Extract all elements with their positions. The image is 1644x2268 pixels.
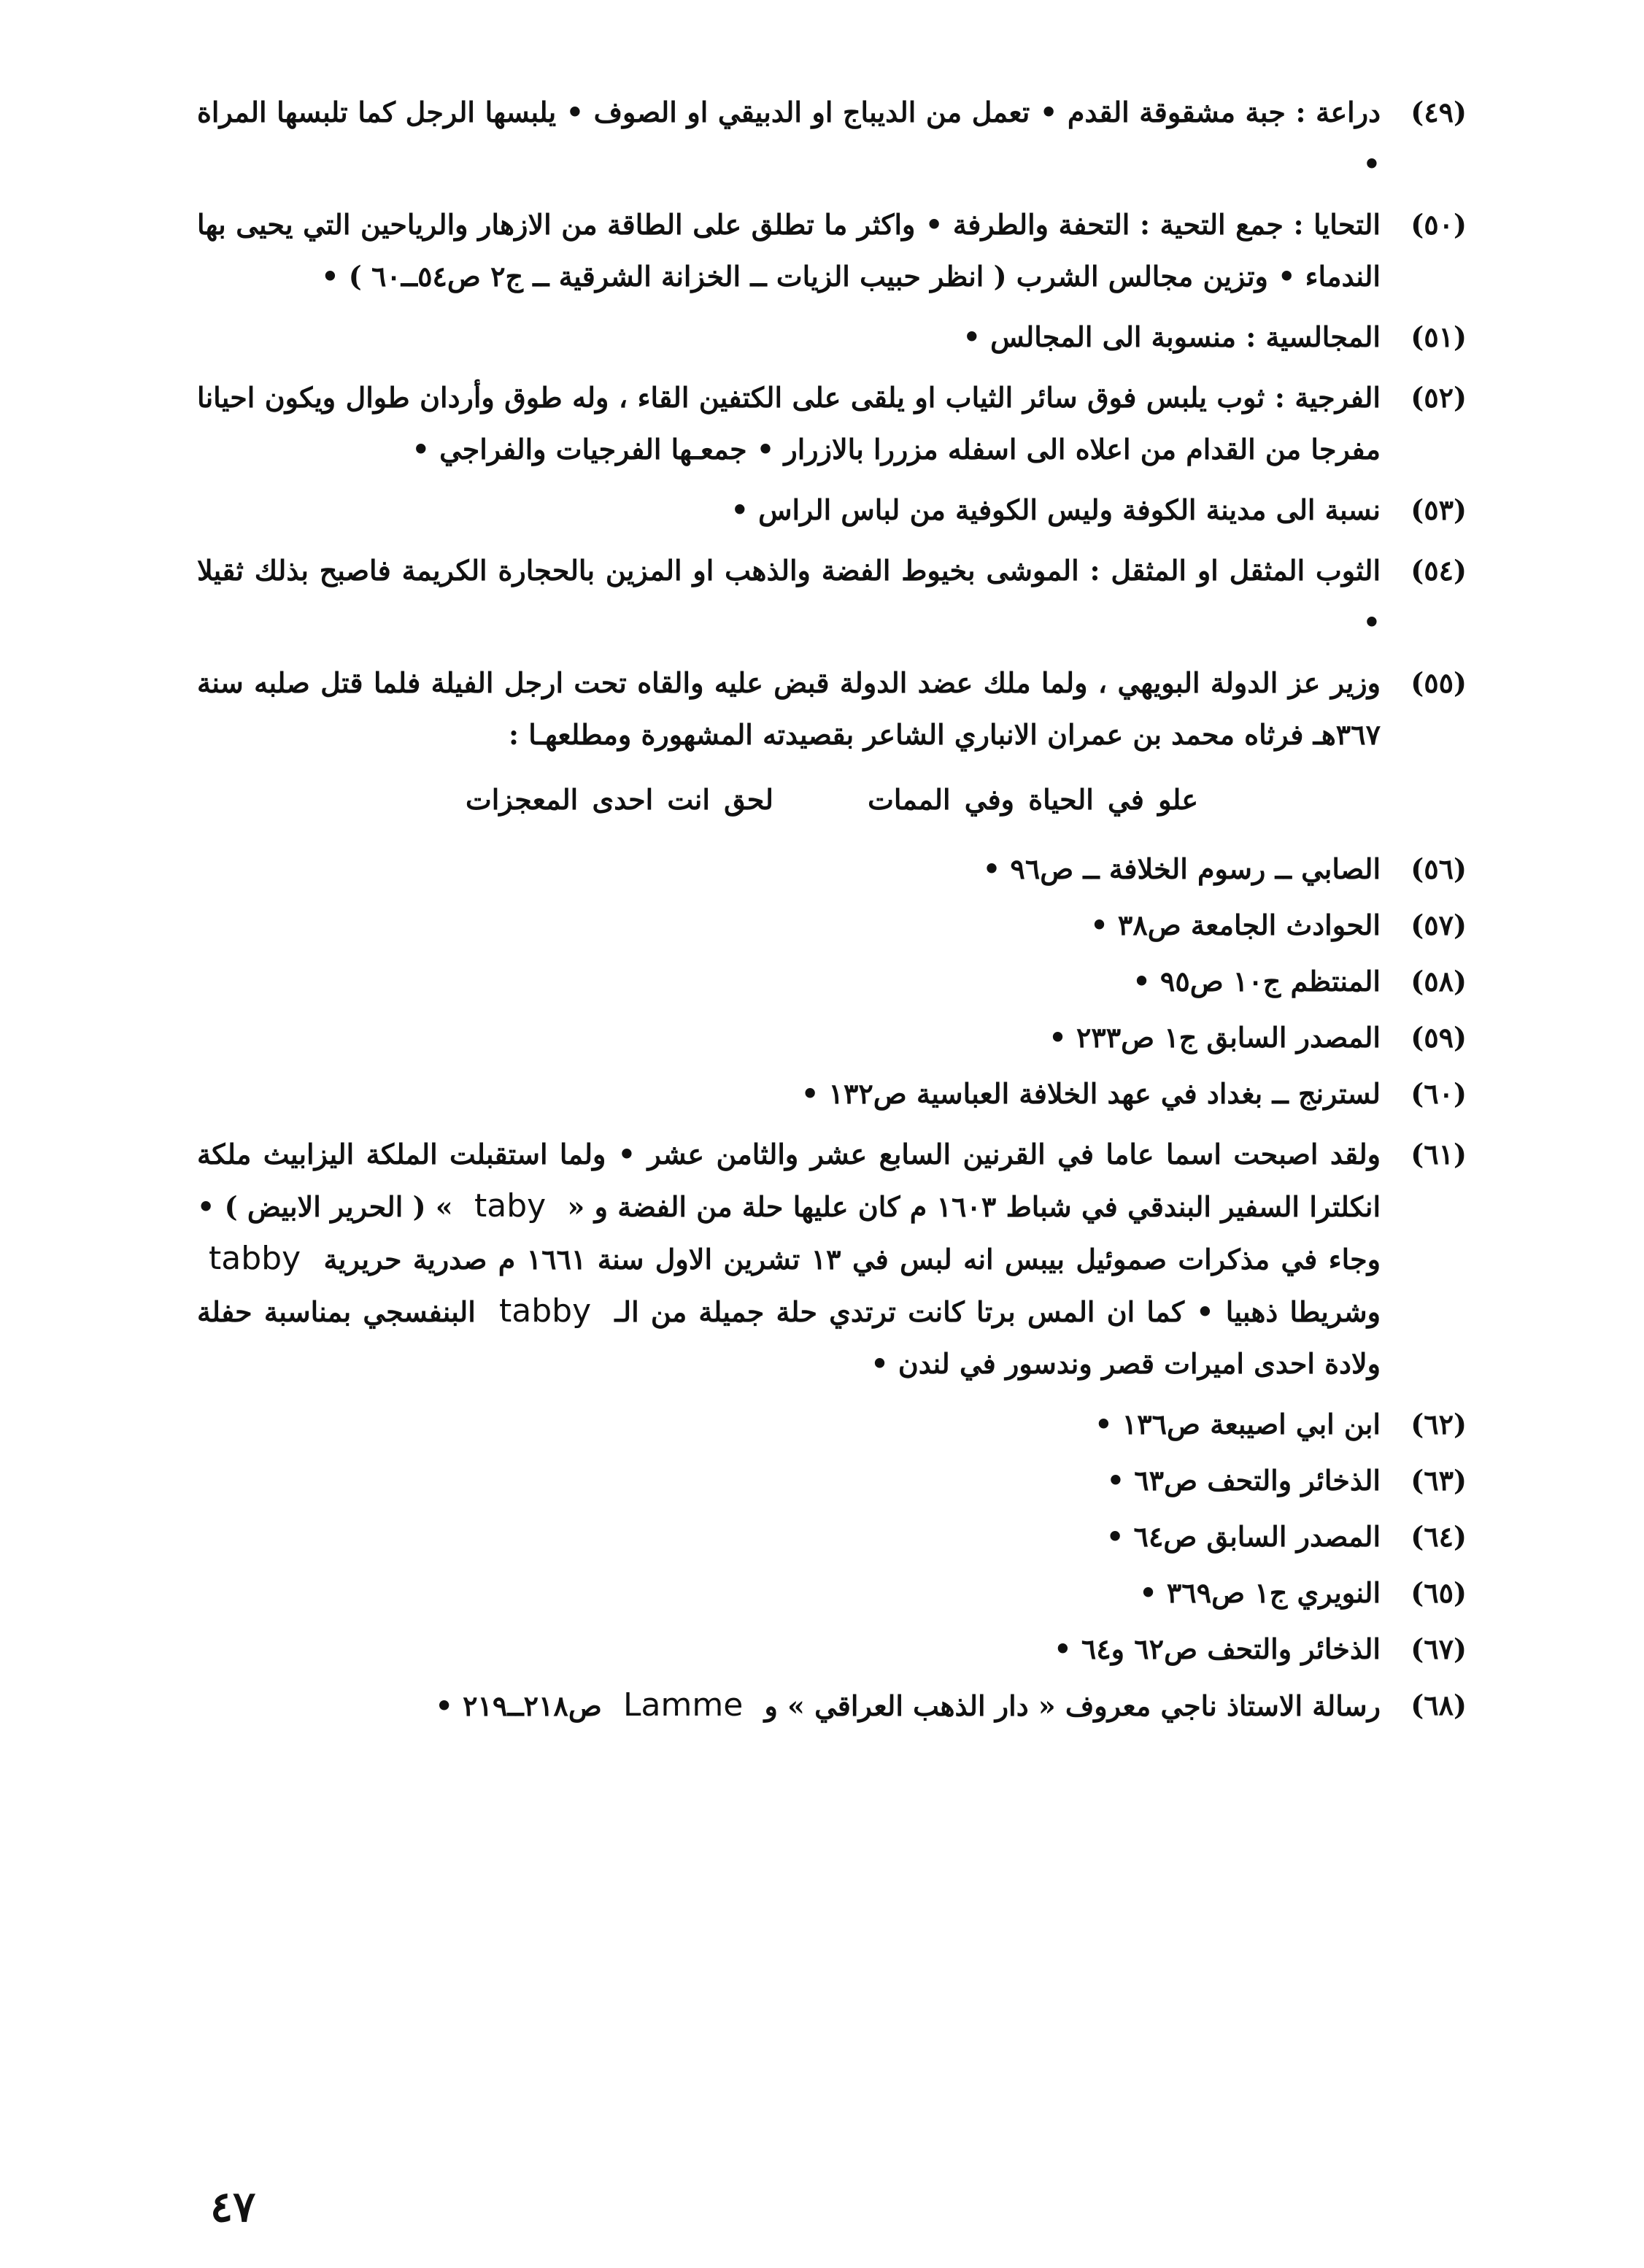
footnote-60	[197, 1068, 1467, 1119]
footnote-number: (٥٤)	[1410, 554, 1467, 587]
footnote-number: (٦١)	[1410, 1138, 1467, 1170]
footnote-number: (٦٤)	[1410, 1520, 1467, 1553]
poem-verse	[197, 774, 1467, 825]
footnote-62	[197, 1398, 1467, 1450]
footnote-text: لسترنج ــ بغداد في عهد الخلافة العباسية ص١٣٢ •	[801, 1077, 1381, 1110]
latin-term-tabby: tabby	[209, 1240, 301, 1277]
footnote-68	[197, 1679, 1467, 1732]
footnote-number: (٦٠)	[1410, 1077, 1467, 1110]
footnote-59	[197, 1011, 1467, 1063]
footnote-text: المجالسية : منسوبة الى المجالس •	[962, 320, 1381, 353]
footnote-number: (٥٦)	[1410, 852, 1467, 885]
footnote-text: الحوادث الجامعة ص٣٨ •	[1090, 909, 1381, 941]
footnote-text: نسبة الى مدينة الكوفة وليس الكوفية من لباس الراس •	[730, 493, 1381, 526]
footnote-number: (٥٨)	[1410, 965, 1467, 998]
footnote-number: (٦٢)	[1410, 1408, 1467, 1440]
verse-first-hemistich: علو في الحياة وفي الممات	[868, 783, 1199, 816]
footnote-text: دراعة : جبة مشقوقة القدم • تعمل من الديباج او الدبيقي او الصوف • يلبسها الرجل كما تلبسها المراة •	[197, 96, 1381, 180]
footnote-57	[197, 899, 1467, 951]
footnote-number: (٦٨)	[1410, 1689, 1467, 1721]
footnote-58	[197, 955, 1467, 1007]
footnote-67	[197, 1623, 1467, 1675]
footnote-68-part-1: رسالة الاستاذ ناجي معروف « دار الذهب العراقي » و	[764, 1689, 1381, 1722]
footnote-text: المصدر السابق ص٦٤ •	[1106, 1520, 1381, 1553]
footnote-text	[197, 1128, 1381, 1389]
latin-term-tabby-2: tabby	[499, 1292, 592, 1330]
footnote-text	[197, 1679, 1381, 1732]
footnote-number: (٥٧)	[1410, 909, 1467, 941]
footnote-61-part-2: » ( الحرير الابيض ) • وجاء في مذكرات صموئيل بيبس انه لبس في ١٣ تشرين الاول سنة ١٦٦١ م صدرية حريرية	[197, 1190, 1381, 1276]
footnote-text: الذخائر والتحف ص٦٣ •	[1106, 1464, 1381, 1497]
footnote-68-part-2: ص٢١٨ــ٢١٩ •	[435, 1689, 602, 1722]
footnote-number: (٤٩)	[1410, 96, 1467, 128]
footnote-50	[197, 198, 1467, 302]
footnote-text: النويري ج١ ص٣٦٩ •	[1139, 1576, 1381, 1609]
footnote-text: التحايا : جمع التحية : التحفة والطرفة • واكثر ما تطلق على الطاقة من الازهار والرياحين التي يحيى بها الندماء • وتزين مجالس الشرب ( انظر حبيب الزيات ــ الخزانة الشرقية ــ ج٢ ص٥٤ــ٦٠ ) •	[197, 208, 1381, 293]
footnote-52	[197, 371, 1467, 475]
footnote-51	[197, 311, 1467, 363]
footnote-number: (٥٥)	[1410, 666, 1467, 699]
footnote-number: (٥١)	[1410, 320, 1467, 353]
footnote-text: وزير عز الدولة البويهي ، ولما ملك عضد الدولة قبض عليه والقاه تحت ارجل الفيلة فلما قتل صلبه سنة ٣٦٧هـ فرثاه محمد بن عمران الانباري الشاعر بقصيدته المشهورة ومطلعهـا :	[197, 666, 1381, 751]
footnote-number: (٥٩)	[1410, 1021, 1467, 1054]
footnote-text: ابن ابي اصيبعة ص١٣٦ •	[1095, 1408, 1381, 1440]
footnote-number: (٥٣)	[1410, 493, 1467, 526]
footnote-53	[197, 484, 1467, 536]
footnote-text: المصدر السابق ج١ ص٢٣٣ •	[1049, 1021, 1381, 1054]
footnote-61-part-1: ولقد اصبحت اسما عاما في القرنين السابع عشر والثامن عشر • ولما استقبلت الملكة اليزابيث ملكة انكلترا السفير البندقي في شباط ١٦٠٣ م كان عليها حلة من الفضة و «	[197, 1138, 1381, 1223]
latin-term-taby: taby	[474, 1187, 547, 1224]
footnote-61-part-3: وشريطا ذهبيا • كما ان المس برتا كانت ترتدي حلة جميلة من الـ	[614, 1295, 1381, 1328]
footnote-text: الفرجية : ثوب يلبس فوق سائر الثياب او يلقى على الكتفين القاء ، وله طوق وأردان طوال ويكون احيانا مفرجا من القدام من اعلاه الى اسفله مزررا بالازرار • جمعـها الفرجيات والفراجي •	[197, 381, 1381, 466]
footnote-text: المنتظم ج١٠ ص٩٥ •	[1132, 965, 1381, 998]
footnote-number: (٦٥)	[1410, 1576, 1467, 1609]
footnote-55	[197, 657, 1467, 760]
footnote-number: (٦٧)	[1410, 1632, 1467, 1665]
page-number: ٤٧	[210, 2182, 256, 2232]
footnote-text: الذخائر والتحف ص٦٢ و٦٤ •	[1054, 1632, 1381, 1665]
verse-second-hemistich: لحق انت احدى المعجزات	[465, 783, 773, 816]
footnote-54	[197, 544, 1467, 648]
footnote-text: الصابي ــ رسوم الخلافة ــ ص٩٦ •	[982, 852, 1381, 885]
footnote-number: (٥٢)	[1410, 381, 1467, 414]
footnote-61	[197, 1128, 1467, 1389]
footnotes	[197, 86, 1467, 1740]
latin-term-lamme: Lamme	[623, 1686, 744, 1724]
footnote-text: الثوب المثقل او المثقل : الموشى بخيوط الفضة والذهب او المزين بالحجارة الكريمة فاصبح بذلك ثقيلا •	[197, 554, 1381, 639]
footnote-49	[197, 86, 1467, 190]
footnote-65	[197, 1567, 1467, 1619]
footnote-64	[197, 1511, 1467, 1562]
footnote-56	[197, 843, 1467, 895]
footnote-61-part-4: البنفسجي بمناسبة حفلة ولادة احدى اميرات قصر وندسور في لندن •	[197, 1295, 1381, 1380]
footnote-number: (٥٠)	[1410, 208, 1467, 241]
footnote-number: (٦٣)	[1410, 1464, 1467, 1497]
footnote-63	[197, 1454, 1467, 1506]
